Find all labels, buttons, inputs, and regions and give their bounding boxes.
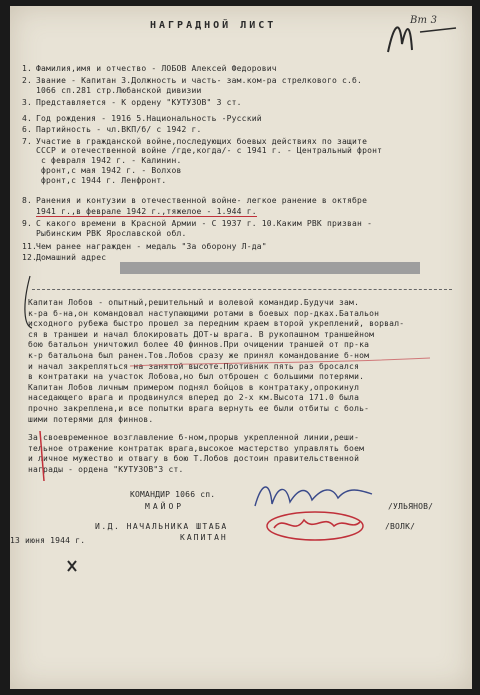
narrative-line: тельное отражение контратак врага,высокое мастерство управлять боем <box>28 443 365 453</box>
field-text: Фамилия,имя и отчество - ЛОБОВ Алексей Федорович <box>36 64 277 73</box>
sheet-date: 13 июня 1944 г. <box>10 536 86 545</box>
field-text: с февраля 1942 г. - Калинин. <box>36 156 182 165</box>
field-text: Звание - Капитан 3.Должность и часть- зам.ком-ра стрелкового с.б. <box>36 76 363 85</box>
red-margin-marks <box>10 6 472 689</box>
field-text: СССР и отечественной войне /где,когда/- с 1941 г. - Центральный фронт <box>36 146 383 155</box>
narrative-line: в контратаки на участок Лобова,но был отброшен с большими потерями. <box>28 372 365 382</box>
narrative-line: бою батальон уничтожил более 40 финнов.При очищении траншей от пр-ка <box>28 340 370 350</box>
corner-note: Вт 3 <box>410 15 438 26</box>
narrative-line: ся в траншеи и начал блокировать ДОТ-ы врага. В рукопашном траншейном <box>28 329 375 339</box>
field-number: 6. <box>22 125 33 134</box>
field-text: фронт,с мая 1942 г. - Волхов <box>36 166 182 175</box>
field-text: Представляется - К ордену "КУТУЗОВ" 3 ст. <box>36 98 242 107</box>
narrative-line: За своевременное возглавление б-ном,прорыв укрепленной линии,реши- <box>28 433 360 443</box>
chief-rank: КАПИТАН <box>180 533 228 542</box>
field-text: Домашний адрес <box>36 253 107 262</box>
field-number: 3. <box>22 98 33 107</box>
commander-name: /УЛЬЯНОВ/ <box>388 502 434 511</box>
field-text: 1941 г.,в феврале 1942 г.,тяжелое - 1.944 г. <box>36 207 257 216</box>
field-number: 1. <box>22 64 33 73</box>
field-text: Партийность - чл.ВКП/б/ с 1942 г. <box>36 125 202 134</box>
field-text: С какого времени в Красной Армии - С 1937 г. 10.Каким РВК призван - <box>36 219 373 228</box>
narrative-line: и начал закрепляться на занятой высоте.Противник пять раз бросался <box>28 361 360 371</box>
award-sheet <box>10 6 472 689</box>
field-number: 7. <box>22 137 33 146</box>
narrative-line: наседающего врага и продвинулся вперед до 2-х км.Высота 171.0 была <box>28 393 360 403</box>
narrative-line: прочно закреплена,и все попытки врага вернуть ее были отбиты с боль- <box>28 404 370 413</box>
field-text: фронт,с 1944 г. Ленфронт. <box>36 176 167 185</box>
field-number: 2. <box>22 76 33 85</box>
field-number: 8. <box>22 196 33 205</box>
document-title: НАГРАДНОЙ ЛИСТ <box>150 20 277 31</box>
narrative-line: к-р батальона был ранен.Тов.Лобов сразу же принял командование б-ном <box>28 351 370 360</box>
field-number: 12. <box>22 253 38 262</box>
field-text: Участие в гражданской войне,последующих боевых действиях по защите <box>36 137 368 146</box>
chief-signature <box>260 506 370 546</box>
field-text: Рыбинским РВК Ярославской обл. <box>36 229 187 238</box>
narrative-line: Капитан Лобов - опытный,решительный и волевой командир.Будучи зам. <box>28 298 360 307</box>
narrative-line: награды - ордена "КУТУЗОВ"3 ст. <box>28 465 184 474</box>
commander-title: КОМАНДИР 1066 сп. <box>130 490 216 499</box>
narrative-line: шими потерями для финнов. <box>28 414 154 424</box>
field-number: 9. <box>22 219 33 228</box>
commander-rank: МАЙОР <box>145 502 185 511</box>
field-text: 1066 сп.281 стр.Любанской дивизии <box>36 86 202 95</box>
field-number: 4. <box>22 114 33 123</box>
narrative-line: исходного рубежа быстро прошел за передним краем второй укреплений, ворвал- <box>28 319 405 329</box>
narrative-line: и личное мужество и отвагу в бою Т.Лобов достоин правительственной <box>28 454 360 464</box>
narrative-line: Капитан Лобов личным примером поднял бойцов в контратаку,опрокинул <box>28 382 360 392</box>
field-text: Ранения и контузии в отечественной войне- легкое ранение в октябре <box>36 196 368 205</box>
narrative-line: к-ра б-на,он командовал наступающими ротами в боевых пор-дках.Батальон <box>28 308 380 318</box>
chief-title: И.Д. НАЧАЛЬНИКА ШТАБА <box>95 522 228 531</box>
chief-name: /ВОЛК/ <box>385 522 416 531</box>
field-number: 11. <box>22 242 38 251</box>
field-text: Чем ранее награжден - медаль "За оборону Л-да" <box>36 242 267 251</box>
field-text: Год рождения - 1916 5.Национальность -Русский <box>36 114 262 123</box>
